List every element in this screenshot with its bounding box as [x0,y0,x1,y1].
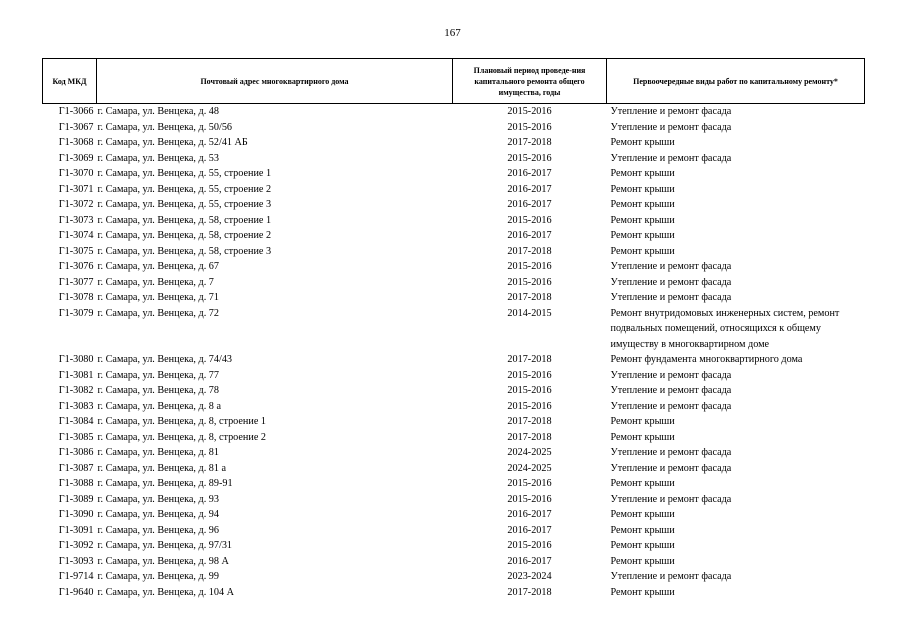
cell-work: Ремонт крыши [610,183,675,195]
cell-code: Г1-3068 [58,137,94,148]
table-row [43,135,865,151]
cell-period: 2016-2017 [507,183,552,195]
cell-address: г. Самара, ул. Венцека, д. 55, строение 1 [97,168,272,179]
cell-work: Ремонт крыши [610,245,675,257]
cell-address: г. Самара, ул. Венцека, д. 104 А [97,586,234,598]
cell-period: 2023-2024 [507,571,552,582]
cell-address: г. Самара, ул. Венцека, д. 77 [97,369,219,381]
table-row [43,476,865,492]
table-row [43,538,865,554]
cell-code: Г1-3088 [58,478,94,489]
cell-work: Ремонт крыши [610,214,675,226]
cell-code: Г1-3089 [58,493,94,505]
cell-code: Г1-3072 [58,199,94,210]
cell-code: Г1-3084 [58,416,94,427]
cell-code: Г1-3079 [58,307,94,319]
cell-address: г. Самара, ул. Венцека, д. 89-91 [97,478,233,489]
cell-work: Ремонт крыши [610,509,675,520]
cell-period: 2015-2016 [507,385,552,396]
cell-address: г. Самара, ул. Венцека, д. 55, строение 3 [97,199,272,210]
cell-code: Г1-3071 [58,183,94,195]
table-row [43,151,865,167]
cell-period: 2015-2016 [507,400,552,412]
column-header-work: Первоочередные виды работ по капитальному ремонту* [607,59,865,104]
cell-work: Утепление и ремонт фасада [610,493,732,505]
cell-work: Утепление и ремонт фасада [610,571,732,582]
cell-work: Ремонт крыши [610,230,675,241]
cell-address: г. Самара, ул. Венцека, д. 94 [97,509,219,520]
cell-address: г. Самара, ул. Венцека, д. 53 [97,152,219,164]
cell-address: г. Самара, ул. Венцека, д. 67 [97,261,219,272]
cell-address: г. Самара, ул. Венцека, д. 8 а [97,400,221,412]
table-row [43,182,865,198]
cell-address: г. Самара, ул. Венцека, д. 97/31 [97,540,233,551]
table-row [43,585,865,601]
cell-code: Г1-3070 [58,168,94,179]
cell-code: Г1-3082 [58,385,94,396]
cell-work: Утепление и ремонт фасада [610,261,732,272]
cell-work: Утепление и ремонт фасада [610,276,732,288]
cell-work: Ремонт крыши [610,555,675,567]
page-number: 167 [444,27,461,39]
cell-code: Г1-3093 [58,555,94,567]
table-row [43,569,865,585]
table-row [43,523,865,539]
table-row [43,352,865,368]
cell-address: г. Самара, ул. Венцека, д. 52/41 АБ [97,137,248,148]
cell-period: 2015-2016 [507,493,552,505]
cell-period: 2016-2017 [507,524,552,536]
cell-period: 2017-2018 [507,292,552,303]
cell-work: Ремонт крыши [610,431,675,443]
cell-address: г. Самара, ул. Венцека, д. 99 [97,571,219,582]
cell-period: 2017-2018 [507,431,552,443]
cell-work: Ремонт внутридомовых инженерных систем, ремонт подвальных помещений, относящихся к общему имуществу в многоквартирном доме [610,307,840,350]
cell-period: 2016-2017 [507,199,552,210]
cell-period: 2017-2018 [507,416,552,427]
column-header-code: Код МКД [43,59,97,104]
cell-code: Г1-3075 [58,245,94,257]
cell-work: Ремонт крыши [610,168,675,179]
cell-period: 2024-2025 [507,447,552,458]
cell-work: Ремонт крыши [610,540,675,551]
cell-period: 2014-2015 [507,307,552,319]
cell-address: г. Самара, ул. Венцека, д. 48 [97,106,219,117]
cell-code: Г1-3086 [58,447,94,458]
table-row [43,383,865,399]
cell-work: Утепление и ремонт фасада [610,106,732,117]
table-row [43,368,865,384]
cell-period: 2017-2018 [507,245,552,257]
cell-address: г. Самара, ул. Венцека, д. 74/43 [97,354,233,365]
cell-code: Г1-3076 [58,261,94,272]
cell-address: г. Самара, ул. Венцека, д. 78 [97,385,219,396]
table-row [43,306,865,353]
table-row [43,259,865,275]
cell-work: Утепление и ремонт фасада [610,152,732,164]
cell-period: 2015-2016 [507,261,552,272]
table-row [43,213,865,229]
cell-period: 2016-2017 [507,168,552,179]
table-row [43,399,865,415]
cell-work: Утепление и ремонт фасада [610,447,732,458]
cell-period: 2015-2016 [507,106,552,117]
cell-period: 2017-2018 [507,137,552,148]
cell-code: Г1-9640 [58,586,94,598]
table-row [43,275,865,291]
cell-period: 2024-2025 [507,462,552,474]
cell-code: Г1-3067 [58,121,94,133]
table-row [43,430,865,446]
cell-period: 2016-2017 [507,555,552,567]
cell-work: Ремонт крыши [610,524,675,536]
table-row [43,492,865,508]
cell-code: Г1-3073 [58,214,94,226]
table-row [43,554,865,570]
cell-period: 2017-2018 [507,586,552,598]
cell-period: 2015-2016 [507,214,552,226]
cell-period: 2016-2017 [507,509,552,520]
table-row [43,290,865,306]
cell-address: г. Самара, ул. Венцека, д. 7 [97,276,214,288]
table-row [43,461,865,477]
cell-period: 2015-2016 [507,152,552,164]
cell-code: Г1-3087 [58,462,94,474]
table-header [43,59,865,104]
cell-period: 2017-2018 [507,354,552,365]
cell-code: Г1-3080 [58,354,94,365]
cell-address: г. Самара, ул. Венцека, д. 81 [97,447,219,458]
cell-work: Утепление и ремонт фасада [610,292,732,303]
cell-address: г. Самара, ул. Венцека, д. 58, строение 2 [97,230,272,241]
table-row [43,197,865,213]
cell-work: Ремонт крыши [610,137,675,148]
cell-period: 2015-2016 [507,121,552,133]
cell-code: Г1-3066 [58,106,94,117]
capital-repair-table [42,58,865,600]
cell-code: Г1-3083 [58,400,94,412]
header-row [43,59,865,104]
cell-period: 2015-2016 [507,478,552,489]
cell-code: Г1-3074 [58,230,94,241]
table-row [43,120,865,136]
cell-address: г. Самара, ул. Венцека, д. 8, строение 2 [97,431,266,443]
cell-address: г. Самара, ул. Венцека, д. 81 а [97,462,227,474]
cell-address: г. Самара, ул. Венцека, д. 72 [97,307,219,319]
cell-code: Г1-3078 [58,292,94,303]
cell-work: Ремонт крыши [610,586,675,598]
cell-address: г. Самара, ул. Венцека, д. 55, строение 2 [97,183,272,195]
cell-address: г. Самара, ул. Венцека, д. 98 А [97,555,229,567]
cell-work: Ремонт крыши [610,478,675,489]
table-row [43,445,865,461]
cell-work: Ремонт крыши [610,416,675,427]
column-header-address: Почтовый адрес многоквартирного дома [97,59,453,104]
cell-address: г. Самара, ул. Венцека, д. 8, строение 1 [97,416,266,427]
cell-work: Ремонт фундамента многоквартирного дома [610,354,803,365]
cell-period: 2015-2016 [507,369,552,381]
cell-period: 2015-2016 [507,540,552,551]
cell-address: г. Самара, ул. Венцека, д. 50/56 [97,121,233,133]
table-row [43,166,865,182]
table-row [43,507,865,523]
table-row [43,228,865,244]
cell-address: г. Самара, ул. Венцека, д. 96 [97,524,219,536]
cell-work: Утепление и ремонт фасада [610,369,732,381]
cell-address: г. Самара, ул. Венцека, д. 58, строение 3 [97,245,272,257]
cell-code: Г1-3069 [58,152,94,164]
cell-period: 2016-2017 [507,230,552,241]
cell-work: Утепление и ремонт фасада [610,385,732,396]
cell-work: Утепление и ремонт фасада [610,400,732,412]
cell-code: Г1-3092 [58,540,94,551]
cell-address: г. Самара, ул. Венцека, д. 93 [97,493,219,505]
cell-period: 2015-2016 [507,276,552,288]
cell-address: г. Самара, ул. Венцека, д. 58, строение 1 [97,214,272,226]
table-row [43,414,865,430]
table-row [43,244,865,260]
cell-code: Г1-3077 [58,276,94,288]
cell-code: Г1-3091 [58,524,94,536]
cell-work: Утепление и ремонт фасада [610,121,732,133]
table-row [43,104,865,120]
table-body [43,104,865,601]
column-header-period: Плановый период проведе-ния капитального ремонта общего имущества, годы [453,59,607,104]
cell-address: г. Самара, ул. Венцека, д. 71 [97,292,219,303]
cell-code: Г1-3085 [58,431,94,443]
cell-code: Г1-9714 [58,571,94,582]
cell-work: Утепление и ремонт фасада [610,462,732,474]
cell-work: Ремонт крыши [610,199,675,210]
cell-code: Г1-3090 [58,509,94,520]
cell-code: Г1-3081 [58,369,94,381]
